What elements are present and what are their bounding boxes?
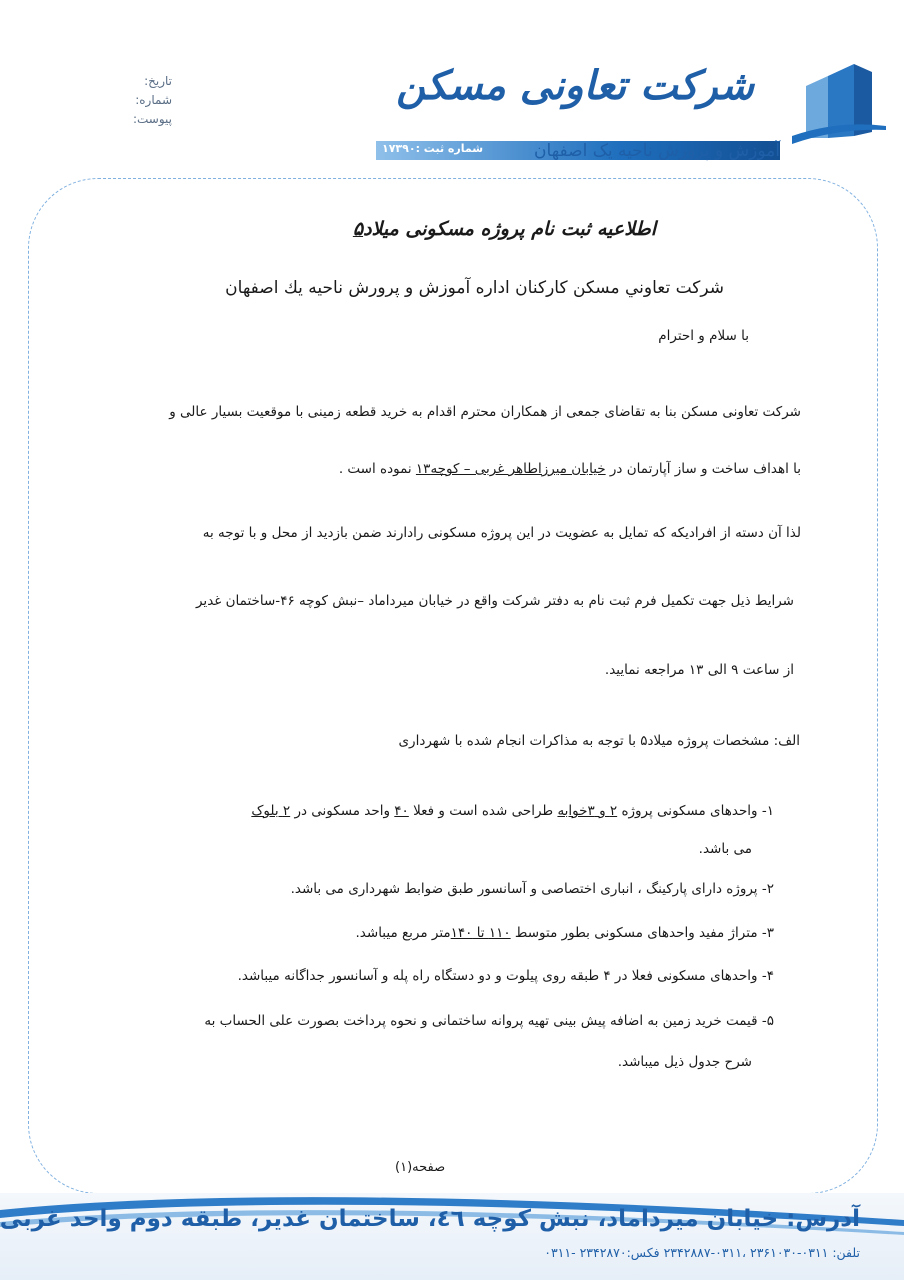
company-subtitle: آموزش و پرورش ناحیه یک اصفهان <box>534 141 780 161</box>
p1-line2-start: با اهداف ساخت و ساز آپارتمان در <box>605 461 801 477</box>
paragraph-1-line-2 <box>339 461 801 477</box>
page-number: صفحه(۱) <box>395 1160 446 1175</box>
notice-title-text: اطلاعیه ثبت نام پروژه مسکونی میلاد <box>363 218 656 240</box>
section-a-heading: الف: مشخصات پروژه میلاد۵ با توجه به مذاکرات انجام شده با شهرداری <box>398 733 800 749</box>
dashed-frame <box>28 178 878 1194</box>
item-1-part-c: واحد مسکونی در <box>290 803 395 819</box>
date-label: تاریخ: <box>144 74 172 88</box>
notice-title <box>353 218 656 240</box>
attachment-label: پیوست: <box>132 112 172 126</box>
paragraph-2-line-2: شرایط ذیل جهت تکمیل فرم ثبت نام به دفتر شرکت واقع در خیابان میرداماد –نبش کوچه ۴۶-ساختمان غدیر <box>195 593 794 609</box>
p1-line2-end: نموده است . <box>338 461 416 477</box>
item-5-line-2: شرح جدول ذیل میباشد. <box>617 1054 752 1070</box>
meta-fields <box>110 72 172 129</box>
item-1-units: ۴۰ <box>394 803 409 819</box>
paragraph-2-line-3: از ساعت ۹ الی ۱۳ مراجعه نمایید. <box>604 662 794 678</box>
notice-title-number: ۵ <box>352 218 364 240</box>
street-name: خیابان میرزاطاهر غربی – کوچه۱۳ <box>415 461 606 477</box>
item-3 <box>356 925 775 941</box>
item-4: ۴- واحدهای مسکونی فعلا در ۴ طبقه روی پیلوت و دو دستگاه راه پله و آسانسور جداگانه میباشد. <box>237 968 774 984</box>
greeting: با سلام و احترام <box>658 328 749 344</box>
item-1-part-b: طراحی شده است و فعلا <box>408 803 558 819</box>
notice-subtitle: شرکت تعاوني مسكن كاركنان اداره آموزش و پرورش ناحيه يك اصفهان <box>225 278 724 298</box>
paragraph-1-line-1: شرکت تعاونی مسکن بنا به تقاضای جمعی از همکاران محترم اقدام به خرید قطعه زمینی با موقعیت بسیار عالی و <box>169 404 801 420</box>
company-logo-icon <box>788 58 888 148</box>
item-3-part-a: ۳- متراژ مفید واحدهای مسکونی بطور متوسط <box>510 925 774 941</box>
item-3-part-b: متر مربع میباشد. <box>355 925 451 941</box>
company-name: شرکت تعاونی مسکن <box>396 62 754 109</box>
item-1-part-a: ۱- واحدهای مسکونی پروژه <box>617 803 774 819</box>
footer-address: آدرس: خیابان میرداماد، نبش کوچه ٤٦، ساختمان غدیر، طبقه دوم واحد غربی <box>0 1206 860 1232</box>
registration-number: شماره ثبت :۱۷۳۹۰ <box>382 142 484 155</box>
item-1-bedrooms: ۲ و ۳خوابه <box>557 803 618 819</box>
number-label: شماره: <box>135 93 172 107</box>
paragraph-2-line-1: لذا آن دسته از افرادیکه که تمایل به عضویت در این پروژه مسکونی رادارند ضمن بازدید از محل و با توجه به <box>202 525 801 541</box>
item-1-blocks: ۲ بلوک <box>251 803 291 819</box>
item-2: ۲- پروژه دارای پارکینگ ، انباری اختصاصی و آسانسور طبق ضوابط شهرداری می باشد. <box>290 881 774 897</box>
item-3-area: ۱۱۰ تا ۱۴۰ <box>450 925 511 941</box>
item-1-line-1 <box>251 803 774 819</box>
item-5-line-1: ۵- قیمت خرید زمین به اضافه پیش بینی تهیه پروانه ساختمانی و نحوه پرداخت بصورت علی الحساب به <box>204 1013 774 1029</box>
item-1-line-2: می باشد. <box>698 841 752 857</box>
footer-phones: تلفن: ۰۳۱۱-۲۳۶۱۰۳۰ ،۰۳۱۱-۲۳۴۲۸۸۷ فکس:۲۳۴۲۸۷۰ -۰۳۱۱ <box>544 1245 860 1260</box>
